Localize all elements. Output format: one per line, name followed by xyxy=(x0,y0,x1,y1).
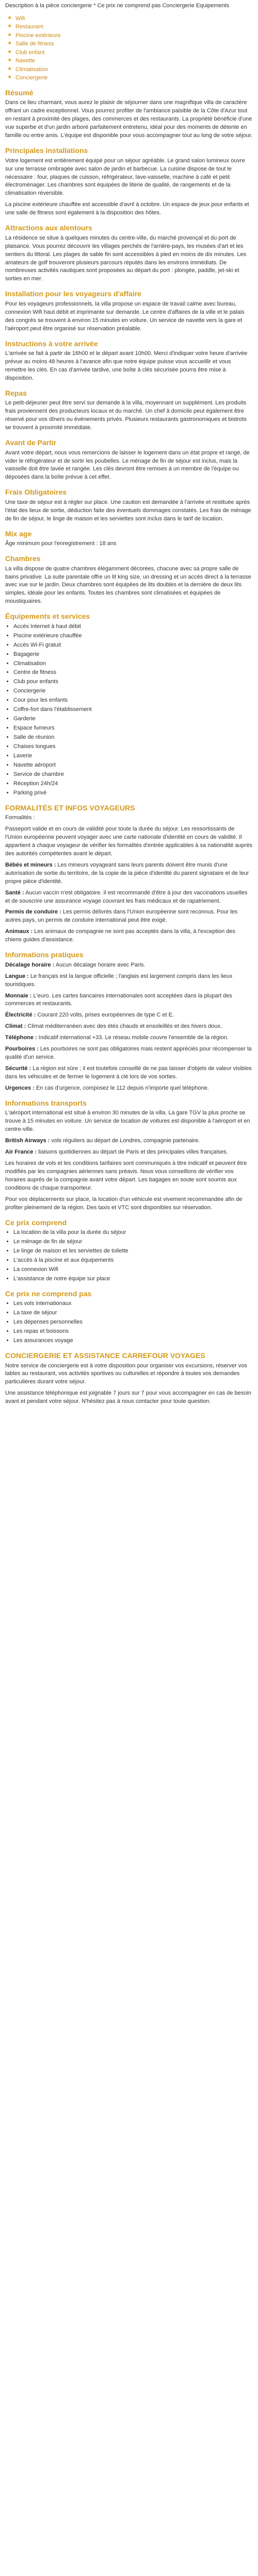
list-item: • Le ménage de fin de séjour xyxy=(13,1238,253,1246)
content-section xyxy=(5,804,253,945)
paragraph: L'arrivée se fait à partir de 16h00 et le départ avant 10h00. Merci d'indiquer votre heure d'arrivée prévue au moins 48 heures à l'avance afin que notre équipe puisse vous accueillir et vous remettre les clés. En cas d'arrivée tardive, une boîte à clés sécurisée pourra être mise à disposition. xyxy=(5,350,248,381)
info-item-text: Courant 220 volts, prises européennes de type C et E. xyxy=(36,1012,174,1019)
list-item: • La location de la villa pour la durée du séjour xyxy=(13,1229,253,1237)
paragraph: Le petit-déjeuner peut être servi sur demande à la villa, moyennant un supplément. Les produits frais proviennent des producteurs locaux et du marché. Un chef à domicile peut également être réservé pour vos dîners ou événements privés. Plusieurs restaurants gastronomiques et bistrots se trouvent à proximité immédiate. xyxy=(5,400,247,431)
content-section xyxy=(5,89,253,140)
list-item: • Le linge de maison et les serviettes de toilette xyxy=(13,1247,253,1256)
info-item-text: vols réguliers au départ de Londres, compagnie partenaire. xyxy=(50,1138,200,1144)
section-heading: Installation pour les voyageurs d'affaire xyxy=(5,290,141,298)
amenity-item: ■ Piscine extérieure xyxy=(8,31,253,40)
list-item: • Les dépenses personnelles xyxy=(13,1318,253,1327)
info-item xyxy=(5,973,253,989)
info-item-text: Le français est la langue officielle ; l'anglais est largement compris dans les lieux touristiques. xyxy=(5,973,233,988)
info-item-label: Pourboires : xyxy=(5,1046,39,1053)
list-item: • Espace fumeurs xyxy=(13,724,253,733)
content-section xyxy=(5,438,253,482)
list-item: • La connexion Wifi xyxy=(13,1266,253,1274)
content-section xyxy=(5,1351,253,1406)
section-heading: Chambres xyxy=(5,554,41,563)
paragraph: La piscine extérieure chauffée est accessible d'avril à octobre. Un espace de jeux pour enfants et une salle de fitness sont également à la disposition des hôtes. xyxy=(5,201,249,216)
content-section xyxy=(5,340,253,383)
section-heading: Attractions aux alentours xyxy=(5,224,92,232)
content-section xyxy=(5,488,253,523)
info-item-label: Animaux : xyxy=(5,928,33,935)
paragraph: Votre logement est entièrement équipé pour un séjour agréable. Le grand salon lumineux ouvre sur une terrasse ombragée avec salon de jardin et barbecue. La cuisine dispose de tout le nécessaire : four, plaques de cuisson, réfrigérateur, lave-vaisselle, machine à café et petit électroménager. Les chambres sont équipées de literie de qualité, de rangements et de la climatisation réversible. xyxy=(5,157,245,197)
info-item xyxy=(5,908,253,925)
list-item: • Conciergerie xyxy=(13,687,253,696)
info-item-text: liaisons quotidiennes au départ de Paris et des principales villes françaises. xyxy=(37,1149,228,1156)
info-item xyxy=(5,1148,253,1157)
content-section xyxy=(5,1218,253,1283)
amenity-item: ■ Club enfant xyxy=(8,48,253,57)
section-heading: FORMALITÉS ET INFOS VOYAGEURS xyxy=(5,803,135,812)
list-item: • Bagagerie xyxy=(13,651,253,659)
paragraph: Les horaires de vols et les conditions tarifaires sont communiqués à titre indicatif et peuvent être modifiés par les compagnies aériennes sans préavis. Nous vous conseillons de vérifier vos horaires auprès de la compagnie avant votre départ. Les bagages en soute sont soumis aux conditions de chaque transporteur. xyxy=(5,1160,247,1191)
info-item xyxy=(5,1137,253,1145)
list-item: • Service de chambre xyxy=(13,771,253,779)
list-item: • Climatisation xyxy=(13,660,253,668)
list-item: • Piscine extérieure chauffée xyxy=(13,632,253,640)
content-section xyxy=(5,612,253,797)
paragraph: Passeport valide et en cours de validité pour toute la durée du séjour. Les ressortissants de l'Union européenne peuvent voyager avec une carte nationale d'identité en cours de validité. Il appartient à chaque voyageur de vérifier les formalités d'entrée applicables à sa nationalité auprès des autorités compétentes avant le départ. xyxy=(5,826,253,857)
info-item xyxy=(5,889,253,906)
paragraph: Avant votre départ, nous vous remercions de laisser le logement dans un état propre et rangé, de vider le réfrigérateur et de sortir les poubelles. Le ménage de fin de séjour est inclus, mais la vaisselle doit être lavée et rangée. Les clés devront être remises à un membre de l'équipe ou déposées dans la boîte prévue à cet effet. xyxy=(5,449,250,481)
info-item-text: La région est sûre ; il est toutefois conseillé de ne pas laisser d'objets de valeur visibles dans les véhicules et de fermer le logement à clé lors de vos sorties. xyxy=(5,1065,252,1080)
list-item: • Club pour enfants xyxy=(13,678,253,686)
info-item-label: Bébés et mineurs : xyxy=(5,861,56,868)
content-section xyxy=(5,530,253,548)
section-heading: CONCIERGERIE ET ASSISTANCE CARREFOUR VOYAGES xyxy=(5,1351,205,1360)
section-heading: Frais Obligatoires xyxy=(5,488,67,497)
section-heading: Informations transports xyxy=(5,1098,87,1107)
paragraph: La résidence se situe à quelques minutes du centre-ville, du marché provençal et du port de plaisance. Vous pourrez découvrir les villages perchés de l'arrière-pays, les musées d'art et les sentiers du littoral. Les plages de sable fin sont accessibles à pied en moins de dix minutes. Les amateurs de golf trouveront plusieurs parcours réputés dans les environs immédiats. De nombreuses activités nautiques sont proposées au départ du port : plongée, paddle, jet-ski et sorties en mer. xyxy=(5,234,247,282)
info-item-label: Téléphone : xyxy=(5,1035,37,1041)
info-item xyxy=(5,1065,253,1081)
section-heading: Avant de Partir xyxy=(5,438,57,447)
info-item-label: Urgences : xyxy=(5,1084,35,1091)
content-section xyxy=(5,554,253,606)
content-section xyxy=(5,290,253,333)
info-item xyxy=(5,1045,253,1062)
list-item: • Centre de fitness xyxy=(13,669,253,677)
info-item-label: Sécurité : xyxy=(5,1065,31,1072)
page-root xyxy=(5,2,253,1406)
info-item-label: Santé : xyxy=(5,889,24,896)
amenity-item: ■ Climatisation xyxy=(8,65,253,74)
amenity-item: ■ Salle de fitness xyxy=(8,40,253,48)
list-item: • Coffre-fort dans l'établissement xyxy=(13,706,253,714)
list-item: • Accès Internet à haut débit xyxy=(13,623,253,631)
amenity-item: ■ Navette xyxy=(8,57,253,65)
bullet-list xyxy=(13,1229,253,1283)
info-item-text: Aucun décalage horaire avec Paris. xyxy=(54,961,146,968)
content-section xyxy=(5,224,253,283)
list-item: • Accès Wi-Fi gratuit xyxy=(13,641,253,650)
info-item-text: L'euro. Les cartes bancaires internationales sont acceptées dans la plupart des commerces et restaurants. xyxy=(5,992,232,1007)
paragraph: Pour vos déplacements sur place, la location d'un véhicule est vivement recommandée afin de profiter pleinement de la région. Des taxis et VTC sont disponibles sur réservation. xyxy=(5,1196,243,1211)
info-item-label: Climat : xyxy=(5,1023,26,1030)
amenities-list xyxy=(8,14,253,82)
info-item xyxy=(5,992,253,1009)
bullet-list xyxy=(13,623,253,798)
info-item-text: En cas d'urgence, composez le 112 depuis n'importe quel téléphone. xyxy=(34,1084,209,1091)
section-heading: Équipements et services xyxy=(5,612,90,621)
amenity-item: ■ Wifi xyxy=(8,14,253,23)
amenity-item: ■ Restaurant xyxy=(8,23,253,31)
section-heading: Instructions à votre arrivée xyxy=(5,339,98,348)
info-item-text: Aucun vaccin n'est obligatoire. Il est recommandé d'être à jour des vaccinations usuelles et de souscrire une assurance voyage couvrant les frais médicaux et de rapatriement. xyxy=(5,889,248,904)
info-item xyxy=(5,1011,253,1020)
list-item: • L'assistance de notre équipe sur place xyxy=(13,1275,253,1283)
info-item-text: Climat méditerranéen avec des étés chauds et ensoleillés et des hivers doux. xyxy=(26,1023,222,1030)
content-section xyxy=(5,146,253,217)
list-item: • Salle de réunion xyxy=(13,734,253,742)
section-heading: Mix age xyxy=(5,529,32,538)
section-heading: Ce prix ne comprend pas xyxy=(5,1289,92,1298)
paragraph: Une taxe de séjour est à régler sur place. Une caution est demandée à l'arrivée et restituée après l'état des lieux de sortie, déduction faite des éventuels dommages constatés. Les frais de ménage de fin de séjour, le linge de maison et les serviettes sont inclus dans le tarif de location. xyxy=(5,499,251,522)
info-item-label: Langue : xyxy=(5,973,29,979)
section-heading: Informations pratiques xyxy=(5,951,84,959)
section-heading: Repas xyxy=(5,388,27,397)
list-item: • Navette aéroport xyxy=(13,761,253,770)
info-item-label: Air France : xyxy=(5,1149,37,1156)
paragraph: Âge minimum pour l'enregistrement : 18 ans xyxy=(5,540,117,547)
paragraph: L'aéroport international est situé à environ 30 minutes de la villa. La gare TGV la plus proche se trouve à 15 minutes en voiture. Un service de location de voitures est disponible à l'aéroport et en centre-ville. xyxy=(5,1110,250,1133)
intro-text: Description à la pièce conciergerie * Ce prix ne comprend pas Conciergerie Equipements xyxy=(5,3,230,9)
info-item-text: Les permis délivrés dans l'Union européenne sont reconnus. Pour les autres pays, un permis de conduire international peut être exigé. xyxy=(5,909,238,924)
paragraph: Une assistance téléphonique est joignable 7 jours sur 7 pour vous accompagner en cas de besoin avant et pendant votre séjour. N'hésitez pas à nous contacter pour toute question. xyxy=(5,1390,251,1405)
info-item xyxy=(5,928,253,944)
info-item-label: British Airways : xyxy=(5,1138,50,1144)
list-item: • La taxe de séjour xyxy=(13,1309,253,1317)
info-item-label: Permis de conduire : xyxy=(5,909,61,916)
info-item xyxy=(5,1034,253,1042)
info-item-text: Indicatif international +33. Le réseau mobile couvre l'ensemble de la région. xyxy=(37,1035,229,1041)
info-item-label: Électricité : xyxy=(5,1012,36,1019)
list-item: • Réception 24h/24 xyxy=(13,780,253,788)
bullet-list xyxy=(13,1300,253,1345)
amenity-item: ■ Conciergerie xyxy=(8,74,253,82)
section-heading: Résumé xyxy=(5,88,34,97)
info-item-text: Les pourboires ne sont pas obligatoires mais restent appréciés pour récompenser la qualité d'un service. xyxy=(5,1046,252,1061)
content-sections xyxy=(5,89,253,1406)
section-heading: Principales installations xyxy=(5,146,88,155)
info-item xyxy=(5,861,253,886)
info-item-label: Monnaie : xyxy=(5,992,32,999)
content-section xyxy=(5,1290,253,1345)
info-item xyxy=(5,1023,253,1031)
list-item: • Les vols internationaux xyxy=(13,1300,253,1308)
list-item: • Garderie xyxy=(13,715,253,723)
content-section xyxy=(5,951,253,1093)
info-item-text: Les mineurs voyageant sans leurs parents doivent être munis d'une autorisation de sortie du territoire, de la copie de la pièce d'identité du parent signataire et de leur propre pièce d'identité. xyxy=(5,861,249,885)
list-item: • Chaises longues xyxy=(13,743,253,751)
list-item: • L'accès à la piscine et aux équipements xyxy=(13,1257,253,1265)
paragraph: Formalités : xyxy=(5,815,35,821)
info-item-label: Décalage horaire : xyxy=(5,961,55,968)
info-item xyxy=(5,1084,253,1093)
paragraph: La villa dispose de quatre chambres élégamment décorées, chacune avec sa propre salle de bains privative. La suite parentale offre un lit king size, un dressing et un accès direct à la terrasse avec vue sur le jardin. Deux chambres sont équipées de lits doubles et la dernière de deux lits simples, idéale pour les enfants. Toutes les chambres sont climatisées et équipées de moustiquaires. xyxy=(5,565,251,605)
list-item: • Les repas et boissons xyxy=(13,1328,253,1336)
info-item xyxy=(5,961,253,970)
content-section xyxy=(5,389,253,432)
info-item-text: Les animaux de compagnie ne sont pas acceptés dans la villa, à l'exception des chiens guides d'assistance. xyxy=(5,928,236,943)
list-item: • Les assurances voyage xyxy=(13,1337,253,1345)
list-item: • Laverie xyxy=(13,752,253,760)
section-heading: Ce prix comprend xyxy=(5,1218,67,1227)
paragraph: Notre service de conciergerie est à votre disposition pour organiser vos excursions, réserver vos tables au restaurant, vos activités sportives ou culturelles et répondre à toutes vos demandes particulières durant votre séjour. xyxy=(5,1362,247,1385)
list-item: • Parking privé xyxy=(13,789,253,798)
content-section xyxy=(5,1099,253,1212)
paragraph: Dans ce lieu charmant, vous aurez le plaisir de séjourner dans une magnifique villa de caractère offrant un cadre exceptionnel. Vous pourrez profiter de l'ambiance paisible de la Côte d'Azur tout en restant à proximité des plages, des commerces et des restaurants. La propriété bénéficie d'une vue superbe et d'un jardin arboré parfaitement entretenu, idéal pour des moments de détente en famille ou entre amis. L'équipe est disponible pour vous accompagner tout au long de votre séjour. xyxy=(5,99,253,139)
paragraph: Pour les voyageurs professionnels, la villa propose un espace de travail calme avec bureau, connexion Wifi haut débit et imprimante sur demande. Le centre d'affaires de la ville et le palais des congrès se trouvent à environ 15 minutes en voiture. Un service de navette vers la gare et l'aéroport peut être organisé sur réservation préalable. xyxy=(5,300,245,332)
list-item: • Cour pour les enfants xyxy=(13,697,253,705)
